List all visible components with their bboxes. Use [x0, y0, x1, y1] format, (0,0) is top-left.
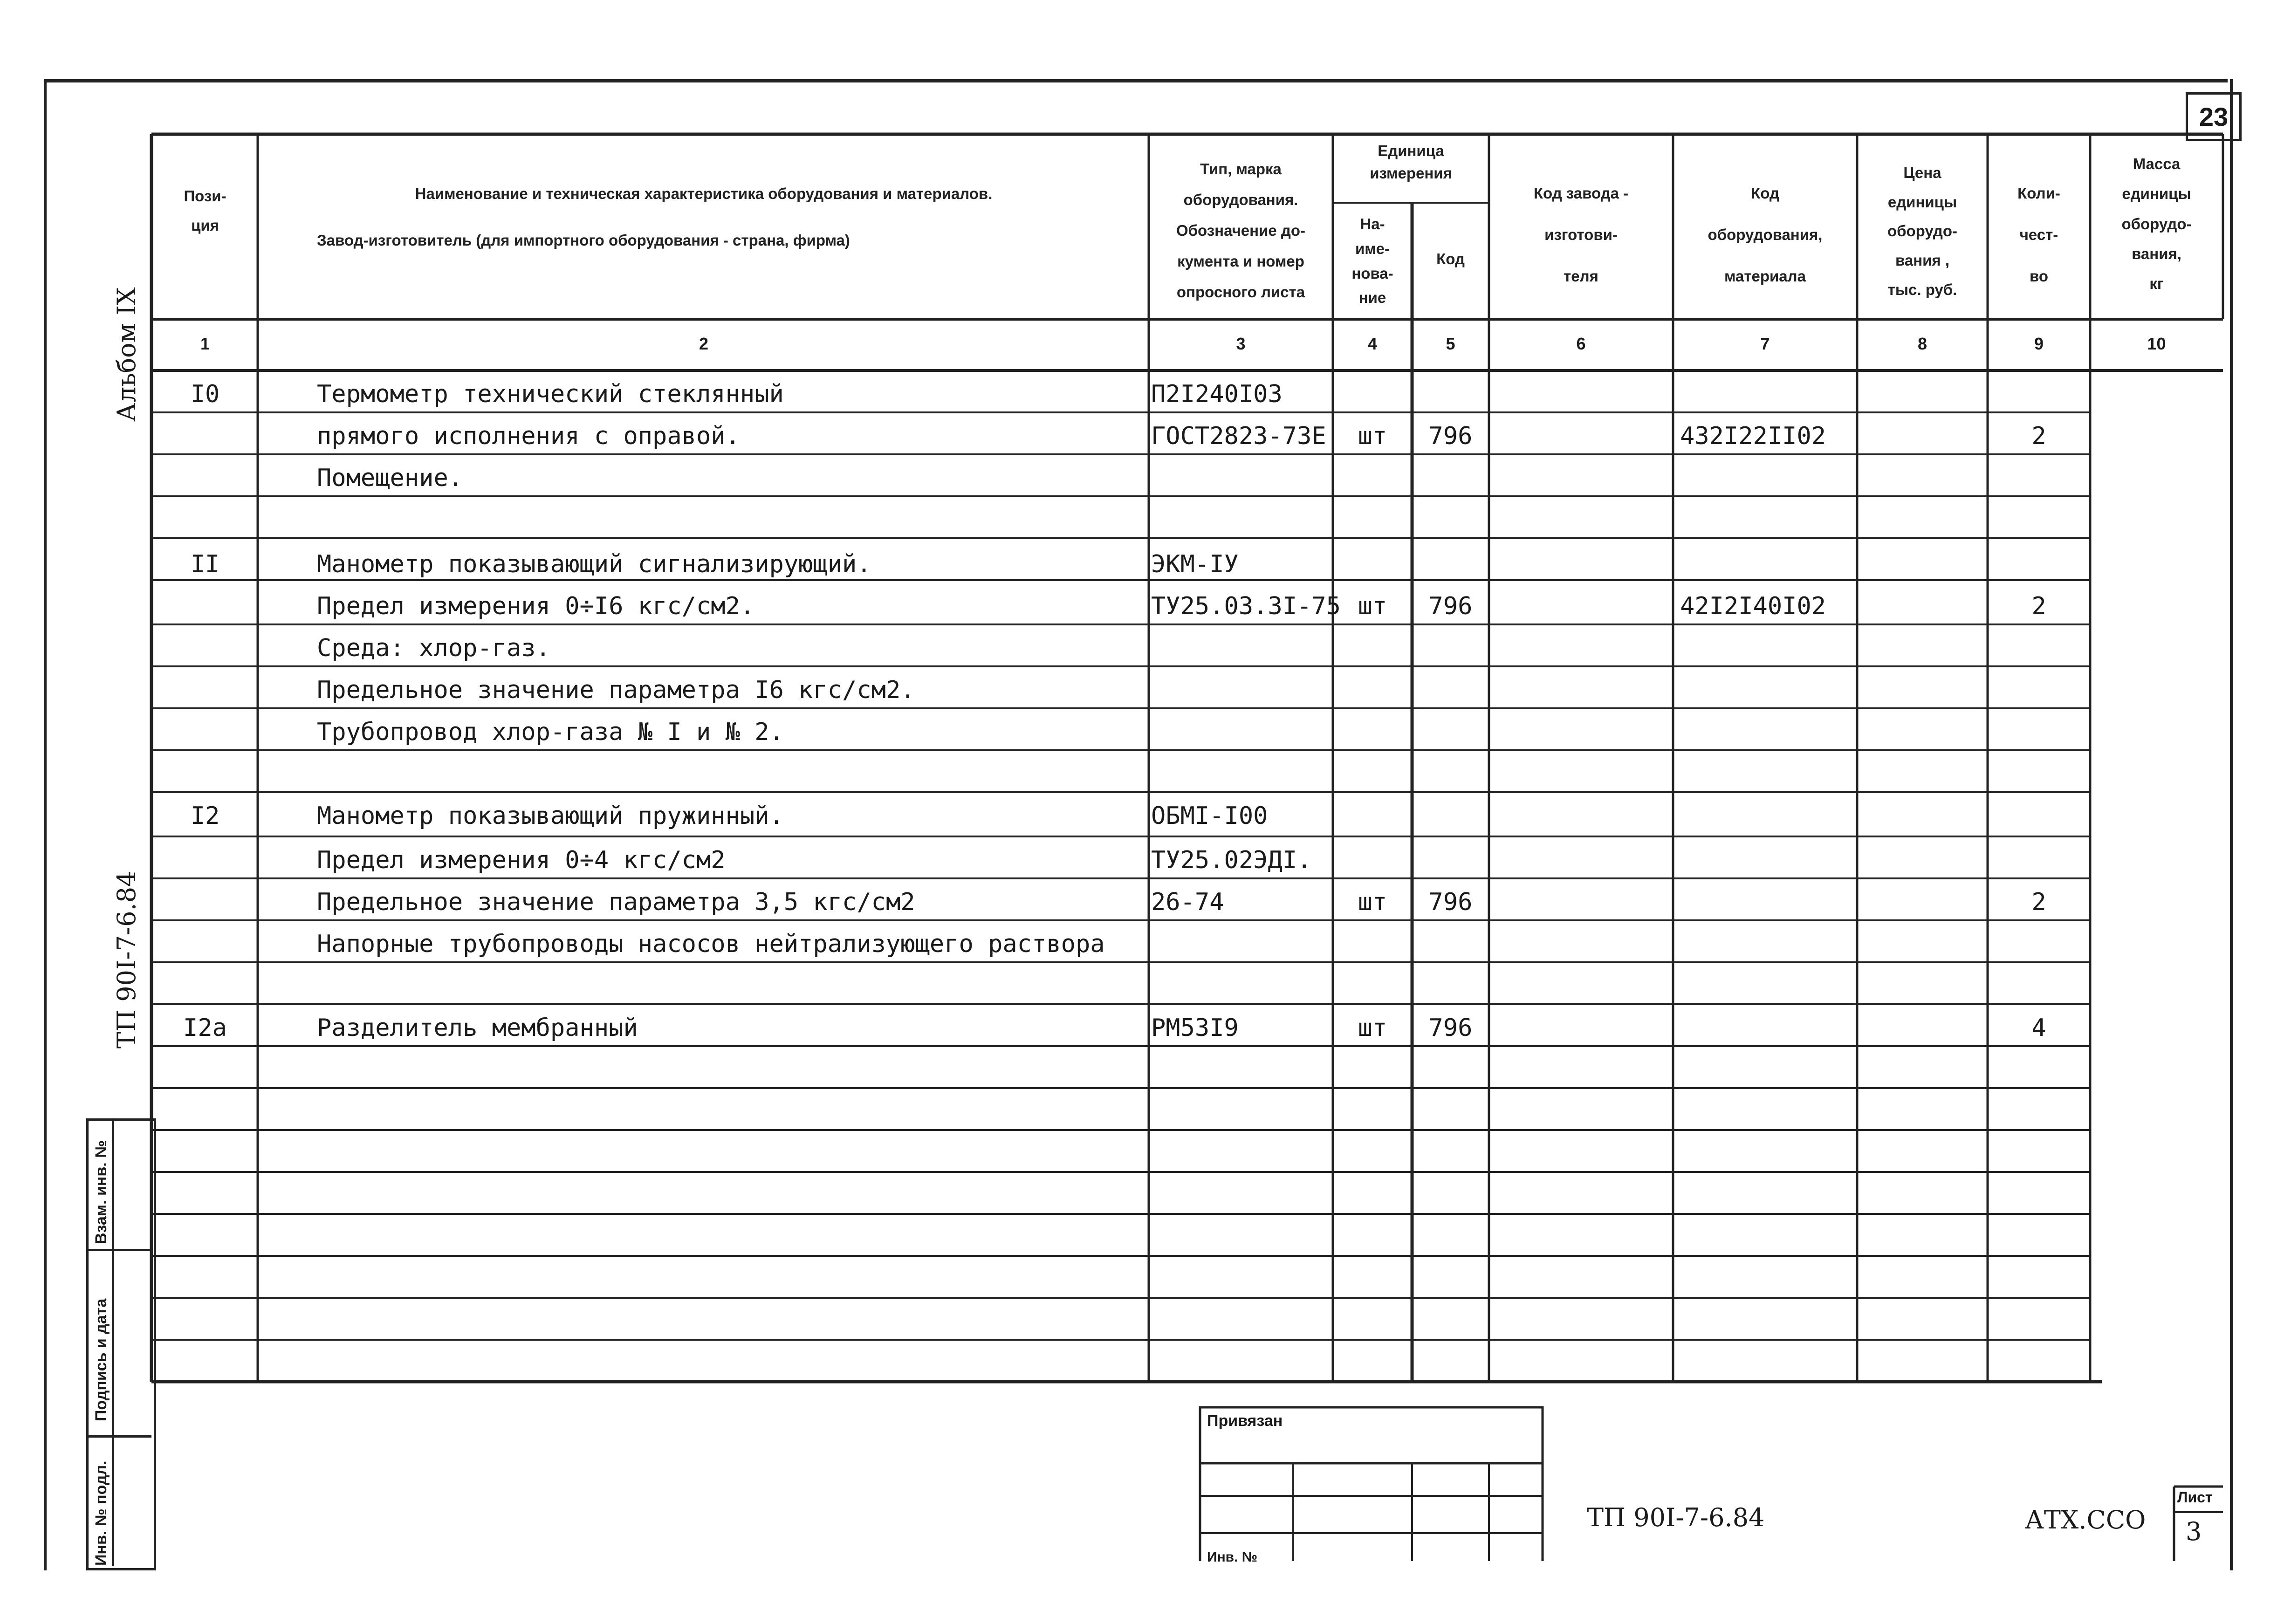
drawing-code: АТХ.ССО: [2025, 1505, 2146, 1535]
header-mass: Масса единицы оборудо- вания, кг: [2121, 155, 2192, 293]
col-number-8: 8: [1917, 334, 1927, 353]
stamp-podpis-label: Подпись и дата: [92, 1298, 110, 1421]
cell-name: прямого исполнения с оправой.: [317, 422, 740, 450]
cell-position: I2а: [183, 1014, 227, 1042]
stamp-vzam-label: Взам. инв. №: [92, 1140, 110, 1244]
cell-name: Предельное значение параметра I6 кгс/см2.: [317, 676, 915, 704]
project-code-side: ТП 90I-7-6.84: [112, 870, 141, 1048]
cell-type: ТУ25.02ЭДI.: [1151, 846, 1312, 874]
cell-name: Термометр технический стеклянный: [317, 380, 784, 408]
cell-qty: 2: [2031, 592, 2046, 620]
cell-name: Манометр показывающий пружинный.: [317, 802, 784, 830]
cell-name: Помещение.: [317, 464, 463, 492]
sheet-number: 3: [2186, 1517, 2202, 1546]
col-number-6: 6: [1576, 334, 1586, 353]
header-unit-group: Единица измерения: [1370, 142, 1452, 182]
cell-name: Манометр показывающий сигнализирующий.: [317, 550, 871, 578]
cell-name: Трубопровод хлор-газа № I и № 2.: [317, 718, 784, 746]
cell-type: ЭКМ-IУ: [1151, 550, 1239, 578]
header-name-line2: Завод-изготовитель (для импортного оборудования - страна, фирма): [317, 232, 850, 249]
cell-unit-code: 796: [1428, 1014, 1473, 1042]
col-number-7: 7: [1760, 334, 1770, 353]
header-price: Цена единицы оборудо- вания , тыс. руб.: [1887, 164, 1958, 298]
cell-position: I0: [190, 380, 220, 408]
col-number-2: 2: [699, 334, 709, 353]
cell-unit: шт: [1358, 422, 1387, 450]
header-qty: Коли- чест- во: [2017, 185, 2060, 285]
cell-unit-code: 796: [1428, 422, 1473, 450]
cell-unit: шт: [1358, 1014, 1387, 1042]
cell-type: ГОСТ2823-73Е: [1151, 422, 1326, 450]
document-code: ТП 90I-7-6.84: [1587, 1503, 1765, 1532]
col-number-9: 9: [2034, 334, 2044, 353]
cell-type: П2I240I03: [1151, 380, 1283, 408]
cell-position: I2: [190, 802, 220, 830]
cell-equip-code: 432I22II02: [1680, 422, 1826, 450]
cell-type: 26-74: [1151, 888, 1224, 916]
header-unit-code: Код: [1436, 250, 1465, 267]
col-number-3: 3: [1236, 334, 1246, 353]
page-number: 23: [2186, 92, 2242, 141]
inv-no-label: Инв. №: [1207, 1549, 1258, 1565]
cell-type: ОБМI-I00: [1151, 802, 1268, 830]
cell-qty: 2: [2031, 888, 2046, 916]
cell-qty: 2: [2031, 422, 2046, 450]
col-number-1: 1: [200, 334, 210, 353]
cell-name: Разделитель мембранный: [317, 1014, 638, 1042]
cell-name: Предел измерения 0÷4 кгс/см2: [317, 846, 726, 874]
header-name-line1: Наименование и техническая характеристика оборудования и материалов.: [415, 185, 993, 202]
cell-name: Предел измерения 0÷I6 кгс/см2.: [317, 592, 755, 620]
col-number-5: 5: [1446, 334, 1455, 353]
sheet-label: Лист: [2177, 1489, 2213, 1506]
cell-unit-code: 796: [1428, 888, 1473, 916]
cell-name: Предельное значение параметра 3,5 кгс/см2: [317, 888, 915, 916]
stamp-inv-label: Инв. № подл.: [92, 1460, 110, 1566]
cell-unit: шт: [1358, 888, 1387, 916]
cell-type: ТУ25.03.3I-75: [1151, 592, 1341, 620]
cell-name: Напорные трубопроводы насосов нейтрализующего раствора: [317, 930, 1105, 958]
cell-name: Среда: хлор-газ.: [317, 634, 550, 662]
album-label: Альбом IX: [112, 287, 141, 422]
header-position: Пози- ция: [184, 187, 226, 234]
header-unit-name: На- име- нова- ние: [1351, 215, 1393, 307]
privyazan-label: Привязан: [1207, 1412, 1283, 1430]
cell-equip-code: 42I2I40I02: [1680, 592, 1826, 620]
header-equip-code: Код оборудования, материала: [1708, 185, 1823, 285]
col-number-10: 10: [2147, 334, 2166, 353]
cell-unit: шт: [1358, 592, 1387, 620]
cell-type: РМ53I9: [1151, 1014, 1239, 1042]
cell-unit-code: 796: [1428, 592, 1473, 620]
cell-qty: 4: [2031, 1014, 2046, 1042]
header-maker-code: Код завода - изготови- теля: [1533, 185, 1629, 285]
header-type: Тип, марка оборудования. Обозначение до- кумента и номер опросного листа: [1176, 160, 1305, 301]
col-number-4: 4: [1367, 334, 1378, 353]
cell-position: II: [190, 550, 220, 578]
